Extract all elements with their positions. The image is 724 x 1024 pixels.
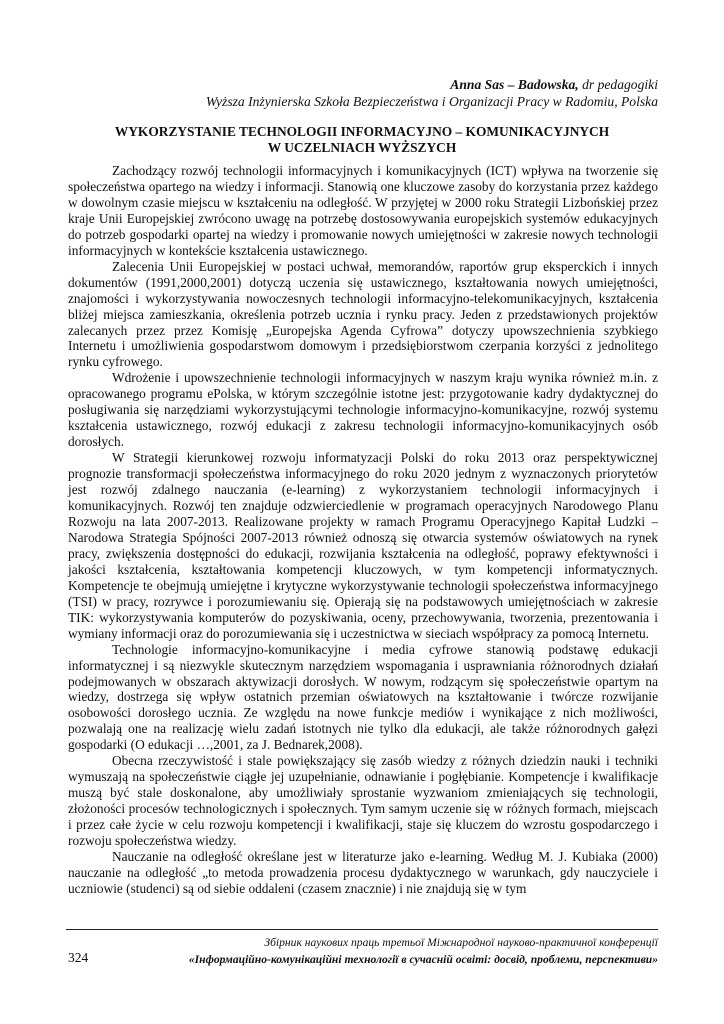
paragraph: Zachodzący rozwój technologii informacyjnych i komunikacyjnych (ICT) wpływa na tworzenie się społeczeństwa opartego na wiedzy i informacji. Stanowią one kluczowe zasoby do korzystania przez każdego w dowolnym czasie miejscu w kształceniu na odległość. W przyjętej w 2000 roku Strategii Lizbońskiej przez kraje Unii Europejskiej zwrócono uwagę na potrzebę dostosowywania europejskich systemów edukacyjnych do potrzeb gospodarki opartej na wiedzy i promowanie nowych umiejętności w zakresie nowych technologii informacyjnych w kontekście kształcenia ustawicznego. bbox=[68, 163, 658, 258]
paragraph: Zalecenia Unii Europejskiej w postaci uchwał, memorandów, raportów grup eksperckich i innych dokumentów (1991,2000,2001) dotyczą uczenia się ustawicznego, kształtowania nowych umiejętności, znajomości i wykorzystywania nowoczesnych technologii informacyjno-telekomunikacyjnych, kształcenia bliżej miejsca zamieszkania, określenia potrzeb ucznia i rynku pracy. Jeden z przedstawionych projektów zalecanych przez przez Komisję „Europejska Agenda Cyfrowa” dotyczy upowszechnienia szybkiego Internetu i umożliwienia gospodarstwom domowym i przedsiębiorstwom czerpania korzyści z jednolitego rynku cyfrowego. bbox=[68, 258, 658, 370]
author-affiliation: Wyższa Inżynierska Szkoła Bezpieczeństwa i Organizacji Pracy w Radomiu, Polska bbox=[205, 94, 658, 109]
author-name: Anna Sas – Badowska, bbox=[450, 77, 579, 92]
author-block bbox=[206, 76, 658, 110]
article-title bbox=[66, 124, 658, 156]
author-title: dr pedagogiki bbox=[578, 77, 658, 92]
paragraph: W Strategii kierunkowej rozwoju informatyzacji Polski do roku 2013 oraz perspektywicznej prognozie transformacji społeczeństwa informacyjnego do roku 2020 jednym z wyznaczonych priorytetów jest rozwój zdalnego nauczania (e-learning) z wykorzystaniem technologii informacyjnych i komunikacyjnych. Rozwój ten znajduje odzwierciedlenie w programach operacyjnych Narodowego Planu Rozwoju na lata 2007-2013. Realizowane projekty w ramach Programu Operacyjnego Kapitał Ludzki – Narodowa Strategia Spójności 2007-2013 również odnoszą się otwarcia systemów oświatowych na rynek pracy, zwiększenia dostępności do edukacji, rozwijania kształcenia na odległość, poprawy efektywności i jakości kształcenia, kształtowania kompetencji kluczowych, w tym kompetencji informatycznych. Kompetencje te obejmują umiejętne i krytyczne wykorzystywanie technologii społeczeństwa informacyjnego (TSI) w pracy, rozrywce i porozumiewaniu się. Opierają się na podstawowych umiejętnościach w zakresie TIK: wykorzystywania komputerów do pozyskiwania, oceny, przechowywania, tworzenia, prezentowania i wymiany informacji oraz do porozumiewania się i uczestnictwa w sieciach współpracy za pomocą Internetu. bbox=[68, 450, 658, 641]
paragraph: Wdrożenie i upowszechnienie technologii informacyjnych w naszym kraju wynika również m.in. z opracowanego programu ePolska, w którym szczególnie istotne jest: przygotowanie kadry dydaktycznej do posługiwania się narzędziami wykorzystującymi technologie informacyjno-komunikacyjne, rozwój systemu kształcenia ustawicznego, rozwój edukacji z zakresu technologii informacyjno-komunikacyjnych osób dorosłych. bbox=[68, 370, 658, 450]
title-line-2: W UCZELNIACH WYŻSZYCH bbox=[267, 140, 457, 155]
article-body bbox=[68, 163, 658, 897]
paragraph: Obecna rzeczywistość i stale powiększający się zasób wiedzy z różnych dziedzin nauki i techniki wymuszają na społeczeństwie ciągłe jej uzupełnianie, odnawianie i pogłębianie. Kompetencje i kwalifikacje muszą być stale doskonalone, aby umożliwiały sprostanie wyzwaniom zmieniających się technologii, złożoności procesów technologicznych i społecznych. Tym samym uczenie się w różnych formach, miejscach i przez całe życie w celu rozwoju kompetencji i kwalifikacji, staje się kluczem do wzrostu gospodarczego i rozwoju społeczeństwa wiedzy. bbox=[68, 753, 658, 849]
author-line bbox=[206, 76, 658, 93]
paragraph: Nauczanie na odległość określane jest w literaturze jako e-learning. Według M. J. Kubiaka (2000) nauczanie na odległość „to metoda prowadzenia procesu dydaktycznego w warunkach, gdy nauczyciele i uczniowie (studenci) są od siebie oddaleni (czasem znacznie) i nie znajdują się w tym bbox=[68, 848, 658, 896]
page-number: 324 bbox=[68, 950, 89, 965]
footer-divider bbox=[66, 929, 658, 930]
footer-block bbox=[189, 934, 658, 968]
title-line-1: WYKORZYSTANIE TECHNOLOGII INFORMACYJNO – KOMUNIKACYJNYCH bbox=[114, 124, 610, 139]
paragraph: Technologie informacyjno-komunikacyjne i media cyfrowe stanowią podstawę edukacji informatycznej i są niezwykle skutecznym narzędziem wspomagania i usprawniania różnorodnych działań podejmowanych w obszarach aktywizacji dorosłych. W nowym, rodzącym się społeczeństwie opartym na wiedzy, dostrzega się wpływ ostatnich przemian oświatowych na kształtowanie i twórcze rozwijanie osobowości dorosłego ucznia. Ze względu na nowe funkcje mediów i wynikające z nich możliwości, pozwalają one na realizację wielu zadań istotnych nie tylko dla edukacji, ale także różnorodnych gałęzi gospodarki (O edukacji …,2001, za J. Bednarek,2008). bbox=[68, 641, 658, 753]
footer-line-2: «Інформаційно-комунікаційні технології в сучасній освіті: досвід, проблеми, перспективи» bbox=[188, 953, 658, 966]
footer-line-1: Збірник наукових праць третьої Міжнародної науково-практичної конференції bbox=[264, 936, 658, 949]
